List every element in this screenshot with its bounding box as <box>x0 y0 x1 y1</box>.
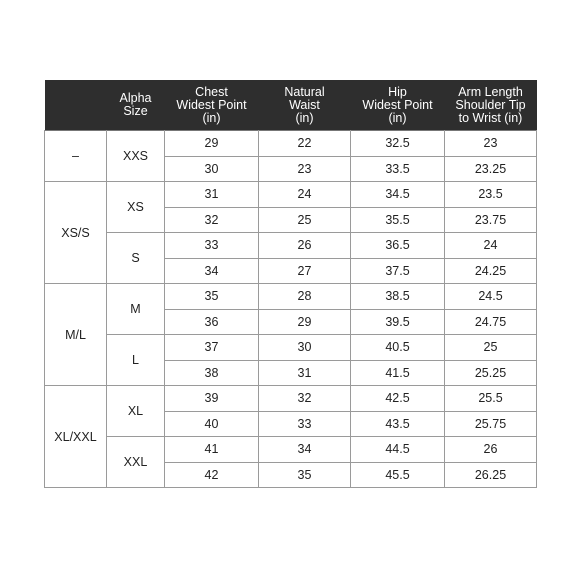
hip-cell: 39.5 <box>351 309 445 335</box>
size-group-label: M/L <box>45 284 107 386</box>
alpha-size-cell: S <box>107 233 165 284</box>
waist-cell: 23 <box>259 156 351 182</box>
header-line: (in) <box>202 110 221 125</box>
hip-cell: 32.5 <box>351 131 445 157</box>
waist-cell: 33 <box>259 411 351 437</box>
arm-length-cell: 23 <box>445 131 537 157</box>
arm-length-cell: 26.25 <box>445 462 537 488</box>
chest-cell: 29 <box>165 131 259 157</box>
hip-cell: 36.5 <box>351 233 445 259</box>
header-arm-length <box>445 80 537 131</box>
arm-length-cell: 25.5 <box>445 386 537 412</box>
header-line: Size <box>123 104 148 118</box>
waist-cell: 32 <box>259 386 351 412</box>
waist-cell: 29 <box>259 309 351 335</box>
header-line: Chest <box>195 84 228 99</box>
chest-cell: 31 <box>165 182 259 208</box>
waist-cell: 35 <box>259 462 351 488</box>
size-chart <box>44 80 537 488</box>
alpha-size-cell: XXS <box>107 131 165 182</box>
header-line: (in) <box>388 110 407 125</box>
table-row <box>45 131 537 157</box>
header-alpha-size <box>107 80 165 131</box>
hip-cell: 43.5 <box>351 411 445 437</box>
waist-cell: 25 <box>259 207 351 233</box>
header-line: Waist <box>289 97 320 112</box>
header-line: Widest Point <box>176 97 247 112</box>
chest-cell: 35 <box>165 284 259 310</box>
table-body <box>45 131 537 488</box>
header-waist <box>259 80 351 131</box>
alpha-size-cell: L <box>107 335 165 386</box>
header-hip <box>351 80 445 131</box>
table-row <box>45 437 537 463</box>
size-group-label: – <box>45 131 107 182</box>
table-header <box>45 80 537 131</box>
chest-cell: 34 <box>165 258 259 284</box>
arm-length-cell: 25 <box>445 335 537 361</box>
chest-cell: 30 <box>165 156 259 182</box>
table-row <box>45 284 537 310</box>
waist-cell: 27 <box>259 258 351 284</box>
arm-length-cell: 23.75 <box>445 207 537 233</box>
hip-cell: 40.5 <box>351 335 445 361</box>
waist-cell: 26 <box>259 233 351 259</box>
table-row <box>45 182 537 208</box>
size-chart-table <box>44 80 537 488</box>
alpha-size-cell: XL <box>107 386 165 437</box>
chest-cell: 38 <box>165 360 259 386</box>
chest-cell: 39 <box>165 386 259 412</box>
hip-cell: 42.5 <box>351 386 445 412</box>
table-row <box>45 233 537 259</box>
hip-cell: 33.5 <box>351 156 445 182</box>
chest-cell: 40 <box>165 411 259 437</box>
table-row <box>45 386 537 412</box>
hip-cell: 34.5 <box>351 182 445 208</box>
arm-length-cell: 25.75 <box>445 411 537 437</box>
waist-cell: 30 <box>259 335 351 361</box>
hip-cell: 37.5 <box>351 258 445 284</box>
waist-cell: 34 <box>259 437 351 463</box>
waist-cell: 31 <box>259 360 351 386</box>
waist-cell: 28 <box>259 284 351 310</box>
header-line: Natural <box>284 84 325 99</box>
chest-cell: 33 <box>165 233 259 259</box>
table-row <box>45 335 537 361</box>
alpha-size-cell: XS <box>107 182 165 233</box>
size-group-label: XL/XXL <box>45 386 107 488</box>
hip-cell: 45.5 <box>351 462 445 488</box>
arm-length-cell: 24.5 <box>445 284 537 310</box>
header-chest <box>165 80 259 131</box>
header-line: Widest Point <box>362 97 433 112</box>
chest-cell: 37 <box>165 335 259 361</box>
hip-cell: 41.5 <box>351 360 445 386</box>
chest-cell: 36 <box>165 309 259 335</box>
hip-cell: 35.5 <box>351 207 445 233</box>
header-line: Hip <box>388 84 407 99</box>
alpha-size-cell: M <box>107 284 165 335</box>
arm-length-cell: 25.25 <box>445 360 537 386</box>
arm-length-cell: 23.25 <box>445 156 537 182</box>
header-line: Shoulder Tip <box>455 97 526 112</box>
arm-length-cell: 24.25 <box>445 258 537 284</box>
arm-length-cell: 24 <box>445 233 537 259</box>
header-line: Alpha <box>119 91 152 105</box>
header-line: Arm Length <box>458 84 523 99</box>
arm-length-cell: 26 <box>445 437 537 463</box>
header-line: (in) <box>295 110 314 125</box>
waist-cell: 22 <box>259 131 351 157</box>
chest-cell: 32 <box>165 207 259 233</box>
size-group-label: XS/S <box>45 182 107 284</box>
chest-cell: 42 <box>165 462 259 488</box>
alpha-size-cell: XXL <box>107 437 165 488</box>
chest-cell: 41 <box>165 437 259 463</box>
hip-cell: 44.5 <box>351 437 445 463</box>
arm-length-cell: 24.75 <box>445 309 537 335</box>
arm-length-cell: 23.5 <box>445 182 537 208</box>
header-group <box>45 80 107 131</box>
header-line: to Wrist (in) <box>458 110 523 125</box>
header-row <box>45 80 537 131</box>
waist-cell: 24 <box>259 182 351 208</box>
hip-cell: 38.5 <box>351 284 445 310</box>
